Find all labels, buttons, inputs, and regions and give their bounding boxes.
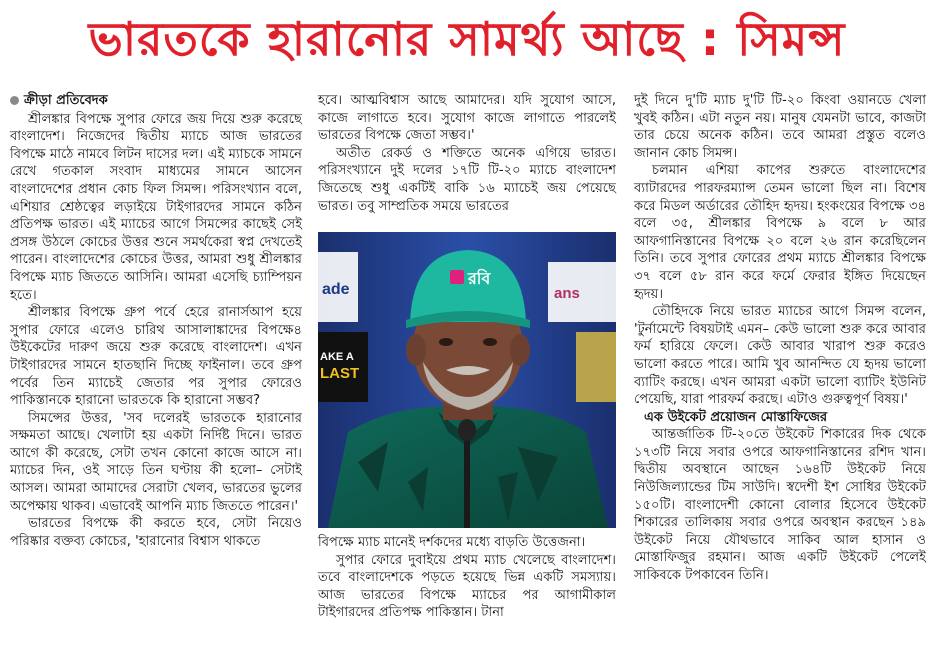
paragraph: তৌহিদকে নিয়ে ভারত ম্যাচের আগে সিমন্স বলেন, 'টুর্নামেন্টে বিষয়টাই এমন– কেউ ভালো শুরু করে আবার ফর্ম হারিয়ে ফেলে। কেউ আবার খারাপ শুরু করেও ভালো করতে পারে। আমি খুব আনন্দিত যে হৃদয় ভালো ব্যাটিং করছে। এখন আমরা একটা ভালো ব্যাটিং ইউনিট পেয়েছি, যারা পারফর্ম করছে। এটাও গুরুত্বপূর্ণ বিষয়।'	[634, 304, 926, 408]
paragraph: সুপার ফোরে দুবাইয়ে প্রথম ম্যাচ খেলেছে বাংলাদেশ। তবে বাংলাদেশকে পড়তে হয়েছে ভিন্ন একটি সমস্যায়। আজ ভারতের বিপক্ষে ম্যাচের পর আগামীকাল টাইগারদের প্রতিপক্ষ পাকিস্তান। টানা	[318, 552, 616, 621]
article-column-3	[634, 92, 926, 585]
poster-text-1: AKE A	[320, 351, 354, 363]
coach-photo	[318, 232, 616, 528]
byline	[10, 92, 302, 110]
article-column-1	[10, 92, 302, 550]
paragraph: সিমন্সের উত্তর, 'সব দলেরই ভারতকে হারানোর সক্ষমতা আছে। খেলাটা হয় একটা নির্দিষ্ট দিনে। ভারত আগে কী করেছে, সেটা তখন কোনো কাজে আসে না। ম্যাচের দিন, ওই সাড়ে তিন ঘণ্টায় কী হলো– সেটাই আসল। আমরা আমাদের সেরাটা খেলব, ভারতের ভুলের অপেক্ষায় থাকব। এভাবেই আপনি ম্যাচ জিততে পারেন।'	[10, 410, 302, 514]
article-column-2-top	[318, 92, 616, 215]
paragraph: অতীত রেকর্ড ও শক্তিতে অনেক এগিয়ে ভারত। পরিসংখ্যানে দুই দলের ১৭টি টি-২০ ম্যাচে বাংলাদেশ জিতেছে শুধু একটিই বাকি ১৬ ম্যাচেই জয় পেয়েছে ভারত। তবু সাম্প্রতিক সময়ে ভারতের	[318, 145, 616, 214]
paragraph: ভারতের বিপক্ষে কী করতে হবে, সেটা নিয়েও পরিষ্কার বক্তব্য কোচের, 'হারানোর বিশ্বাস থাকতে	[10, 516, 302, 549]
bullet-icon	[10, 96, 19, 105]
paragraph: চলমান এশিয়া কাপের শুরুতে বাংলাদেশের ব্যাটারদের পারফরম্যান্স তেমন ভালো ছিল না। বিশেষ করে মিডল অর্ডারের তৌহিদ হৃদয়। হংকংয়ের বিপক্ষে ৩৪ বলে ৩৫, শ্রীলঙ্কার বিপক্ষে ৯ বলে ৮ আর আফগানিস্তানের বিপক্ষে ২০ বলে ২৬ রান করেছিলেন তিনি। তবে সুপার ফোরের প্রথম ম্যাচে শ্রীলঙ্কার বিপক্ষে ৩৭ বলে ৫৮ রান করে ফর্মে ফেরার ইঙ্গিত দিয়েছেন হৃদয়।	[634, 163, 926, 302]
paragraph: বিপক্ষে ম্যাচ মানেই দর্শকদের মধ্যে বাড়তি উত্তেজনা।	[318, 535, 586, 550]
paragraph: শ্রীলঙ্কার বিপক্ষে গ্রুপ পর্বে হেরে রানার্সআপ হয়ে সুপার ফোরে এলেও চারিথ আসালাঙ্কাদের বিপক্ষে৪ উইকেটের দারুণ জয়ে শুরু করেছে বাংলাদেশ। এখন টাইগারদের সামনে হাতছানি দিচ্ছে ফাইনাল। তবে গ্রুপ পর্বের তিন ম্যাচেই জেতার পর সুপার ফোরেও পাকিস্তানকে হারানো ভারতকে কি হারানো সম্ভব?	[10, 305, 302, 409]
cap-logo-icon	[450, 270, 464, 284]
cap-logo-text: রবি	[468, 269, 491, 288]
microphone-icon	[464, 432, 470, 528]
banner-right-text: ans	[554, 285, 580, 302]
coach-photo-image	[318, 232, 616, 528]
byline-text: ক্রীড়া প্রতিবেদক	[24, 93, 108, 108]
article-column-2-bottom	[318, 534, 616, 622]
paragraph: দুই দিনে দু'টি ম্যাচ দু'টি টি-২০ কিংবা ওয়ানডে খেলা খুবই কঠিন। এটা নতুন নয়। মানুষ যেমনটা ভাবে, কাজটা তার চেয়ে অনেক কঠিন। তবে আমরা প্রস্তুত বলেও জানান কোচ সিমন্স।	[634, 93, 926, 161]
subheading: এক উইকেট প্রয়োজন মোস্তাফিজের	[644, 409, 828, 425]
headline: ভারতকে হারানোর সামর্থ্য আছে : সিমন্স	[88, 12, 846, 66]
poster-text-2: LAST	[320, 365, 360, 382]
paragraph: হবে। আত্মবিশ্বাস আছে আমাদের। যদি সুযোগ আসে, কাজে লাগাতে হবে। সুযোগ কাজে লাগাতে পারলেই ভারতের বিপক্ষে জেতা সম্ভব।'	[318, 93, 616, 144]
paragraph: আন্তর্জাতিক টি-২০তে উইকেট শিকারের দিক থেকে ১৭৩টি নিয়ে সবার ওপরে আফগানিস্তানের রশিদ খান। দ্বিতীয় অবস্থানে আছেন ১৬৪টি উইকেট নিয়ে নিউজিল্যান্ডের টিম সাউদি। স্বদেশী ইশ সোধির উইকেট ১৫০টি। বাংলাদেশী কোনো বোলার হিসেবে উইকেট শিকারের তালিকায় সবার ওপরে অবস্থান করছেন ১৪৯ উইকেট নিয়ে যৌথভাবে সাকিব আল হাসান ও মোস্তাফিজুর রহমান। আজ একটি উইকেট পেলেই সাকিবকে টপকাবেন তিনি।	[634, 427, 926, 584]
banner-left-text: ade	[322, 281, 350, 298]
paragraph: শ্রীলঙ্কার বিপক্ষে সুপার ফোরে জয় দিয়ে শুরু করেছে বাংলাদেশ। নিজেদের দ্বিতীয় ম্যাচে আজ ভারতের বিপক্ষে মাঠে নামবে লিটন দাসের দল। এই ম্যাচকে সামনে রেখে গতকাল সংবাদ মাধ্যমের সামনে আসেন বাংলাদেশের প্রধান কোচ ফিল সিমন্স। পরিসংখ্যান বলে, এশিয়ার শ্রেষ্ঠত্বের লড়াইয়ে টাইগারদের সামনে কঠিন প্রতিপক্ষ ভারত। এই ম্যাচের আগে সিমন্সের কাছেই সেই প্রসঙ্গ উঠলে কোচের উত্তর শুনে সমর্থকেরা স্বপ্ন দেখতেই পারেন। বাংলাদেশের কোচের উত্তর, আমরা শুধু শ্রীলঙ্কার বিপক্ষে ম্যাচ জিততে আসিনি। আমরা এসেছি চ্যাম্পিয়ন হতে।	[10, 111, 302, 303]
